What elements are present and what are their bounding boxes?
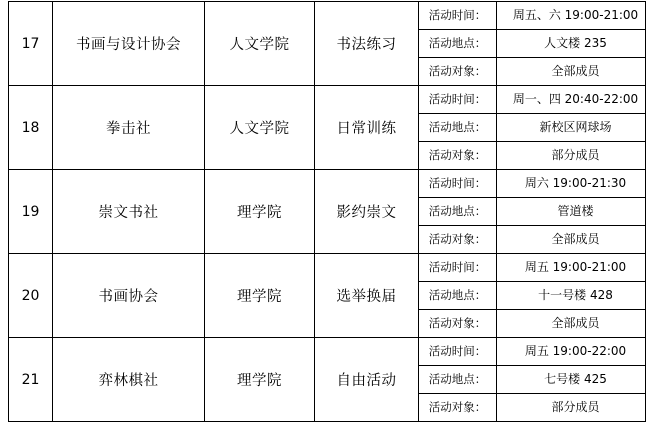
cell-detail-value: 部分成员 xyxy=(497,394,646,422)
cell-club-name: 拳击社 xyxy=(53,86,205,170)
cell-detail-label: 活动对象： xyxy=(419,142,497,170)
table-row xyxy=(9,338,646,366)
cell-detail-value: 周五 19:00-21:00 xyxy=(497,254,646,282)
cell-detail-label: 活动时间： xyxy=(419,86,497,114)
cell-activity: 自由活动 xyxy=(315,338,419,422)
cell-detail-value: 全部成员 xyxy=(497,310,646,338)
cell-detail-label: 活动地点： xyxy=(419,198,497,226)
cell-club-name: 书画协会 xyxy=(53,254,205,338)
cell-index: 18 xyxy=(9,86,53,170)
cell-activity: 选举换届 xyxy=(315,254,419,338)
cell-detail-label: 活动时间： xyxy=(419,254,497,282)
cell-club-name: 弈林棋社 xyxy=(53,338,205,422)
document-page xyxy=(0,1,653,420)
cell-detail-value: 全部成员 xyxy=(497,58,646,86)
cell-detail-label: 活动地点： xyxy=(419,366,497,394)
cell-department: 人文学院 xyxy=(205,2,315,86)
cell-detail-label: 活动地点： xyxy=(419,30,497,58)
cell-index: 21 xyxy=(9,338,53,422)
cell-club-name: 崇文书社 xyxy=(53,170,205,254)
cell-department: 理学院 xyxy=(205,170,315,254)
cell-club-name: 书画与设计协会 xyxy=(53,2,205,86)
cell-detail-value: 周五 19:00-22:00 xyxy=(497,338,646,366)
table-row xyxy=(9,86,646,114)
cell-detail-label: 活动时间： xyxy=(419,170,497,198)
cell-detail-value: 十一号楼 428 xyxy=(497,282,646,310)
cell-detail-value: 周五、六 19:00-21:00 xyxy=(497,2,646,30)
cell-detail-label: 活动时间： xyxy=(419,2,497,30)
table-row xyxy=(9,2,646,30)
cell-detail-label: 活动对象： xyxy=(419,58,497,86)
cell-detail-value: 周六 19:00-21:30 xyxy=(497,170,646,198)
cell-detail-value: 人文楼 235 xyxy=(497,30,646,58)
cell-detail-value: 周一、四 20:40-22:00 xyxy=(497,86,646,114)
cell-detail-label: 活动对象： xyxy=(419,226,497,254)
cell-detail-value: 新校区网球场 xyxy=(497,114,646,142)
cell-department: 理学院 xyxy=(205,338,315,422)
cell-detail-value: 全部成员 xyxy=(497,226,646,254)
cell-detail-value: 部分成员 xyxy=(497,142,646,170)
cell-index: 20 xyxy=(9,254,53,338)
cell-department: 理学院 xyxy=(205,254,315,338)
cell-index: 17 xyxy=(9,2,53,86)
cell-department: 人文学院 xyxy=(205,86,315,170)
cell-detail-value: 七号楼 425 xyxy=(497,366,646,394)
cell-detail-label: 活动对象： xyxy=(419,394,497,422)
cell-detail-label: 活动地点： xyxy=(419,114,497,142)
cell-activity: 影约崇文 xyxy=(315,170,419,254)
cell-detail-label: 活动地点： xyxy=(419,282,497,310)
activity-table xyxy=(8,1,646,422)
table-row xyxy=(9,254,646,282)
cell-detail-value: 管道楼 xyxy=(497,198,646,226)
cell-detail-label: 活动时间： xyxy=(419,338,497,366)
table-row xyxy=(9,170,646,198)
cell-activity: 书法练习 xyxy=(315,2,419,86)
table-body xyxy=(9,2,646,422)
cell-index: 19 xyxy=(9,170,53,254)
cell-activity: 日常训练 xyxy=(315,86,419,170)
cell-detail-label: 活动对象： xyxy=(419,310,497,338)
